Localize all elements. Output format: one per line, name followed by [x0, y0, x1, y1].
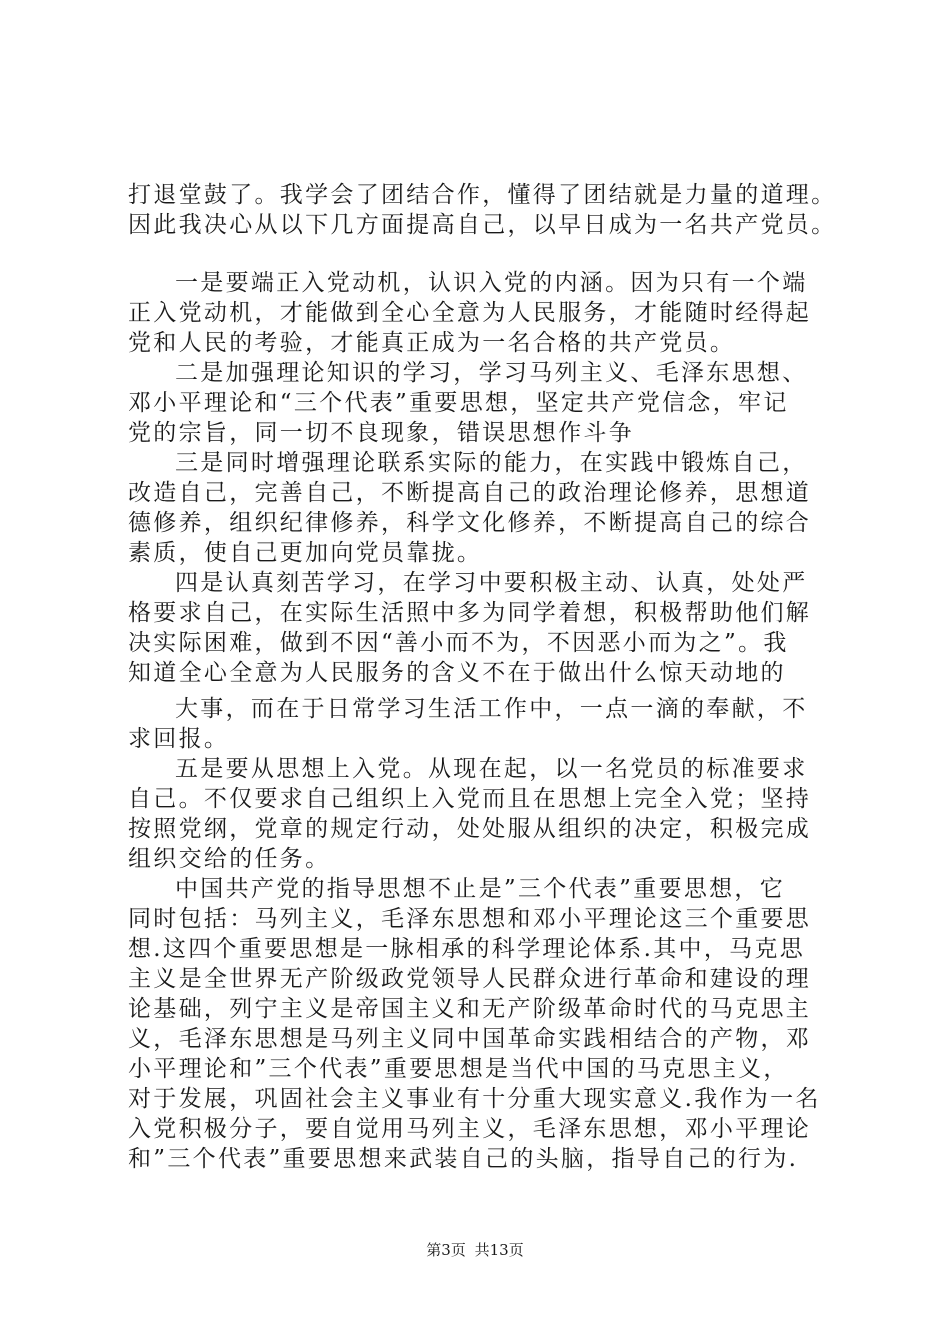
- text-line: 因此我决心从以下几方面提高自己，以早日成为一名共产党员。: [128, 212, 837, 238]
- text-line: 素质，使自己更加向党员靠拢。: [128, 540, 483, 566]
- text-line: 自己。不仅要求自己组织上入党而且在思想上完全入党；坚持: [128, 786, 812, 812]
- page-footer: [0, 1240, 950, 1260]
- text-line: 想.这四个重要思想是一脉相承的科学理论体系.其中，马克思: [128, 936, 806, 962]
- text-line: 知道全心全意为人民服务的含义不在于做出什么惊天动地的: [128, 660, 786, 686]
- page-total: 共13页: [474, 1241, 524, 1259]
- text-line: 三是同时增强理论联系实际的能力，在实践中锻炼自己，: [175, 450, 808, 476]
- text-line: 一是要端正入党动机，认识入党的内涵。因为只有一个端: [175, 270, 808, 296]
- text-line: 组织交给的任务。: [128, 846, 331, 872]
- text-line: 主义是全世界无产阶级政党领导人民群众进行革命和建设的理: [128, 966, 812, 992]
- text-line: 论基础，列宁主义是帝国主义和无产阶级革命时代的马克思主: [128, 996, 812, 1022]
- text-line: 中国共产党的指导思想不止是”三个代表”重要思想，它: [175, 876, 786, 902]
- text-line: 党的宗旨，同一切不良现象，错误思想作斗争: [128, 420, 634, 446]
- text-line: 求回报。: [128, 726, 230, 752]
- text-line: 邓小平理论和“三个代表”重要思想，坚定共产党信念，牢记: [128, 390, 789, 416]
- text-line: 和”三个代表”重要思想来武装自己的头脑，指导自己的行为.: [128, 1146, 799, 1172]
- text-line: 打退堂鼓了。我学会了团结合作，懂得了团结就是力量的道理。: [128, 182, 837, 208]
- text-line: 二是加强理论知识的学习，学习马列主义、毛泽东思想、: [175, 360, 808, 386]
- text-line: 格要求自己，在实际生活照中多为同学着想，积极帮助他们解: [128, 600, 812, 626]
- text-line: 党和人民的考验，才能真正成为一名合格的共产党员。: [128, 330, 736, 356]
- text-line: 大事，而在于日常学习生活工作中，一点一滴的奉献，不: [175, 696, 808, 722]
- text-line: 小平理论和”三个代表”重要思想是当代中国的马克思主义，: [128, 1056, 789, 1082]
- text-line: 按照党纲，党章的规定行动，处处服从组织的决定，积极完成: [128, 816, 812, 842]
- text-line: 德修养，组织纪律修养，科学文化修养，不断提高自己的综合: [128, 510, 812, 536]
- page-number: 第3页: [426, 1241, 466, 1259]
- text-line: 决实际困难，做到不因“善小而不为，不因恶小而为之”。我: [128, 630, 789, 656]
- text-line: 改造自己，完善自己，不断提高自己的政治理论修养，思想道: [128, 480, 812, 506]
- text-line: 正入党动机，才能做到全心全意为人民服务，才能随时经得起: [128, 300, 812, 326]
- text-line: 对于发展，巩固社会主义事业有十分重大现实意义.我作为一名: [128, 1086, 821, 1112]
- text-line: 四是认真刻苦学习，在学习中要积极主动、认真，处处严: [175, 570, 808, 596]
- text-line: 入党积极分子，要自觉用马列主义，毛泽东思想，邓小平理论: [128, 1116, 812, 1142]
- text-line: 义，毛泽东思想是马列主义同中国革命实践相结合的产物，邓: [128, 1026, 812, 1052]
- text-line: 同时包括：马列主义，毛泽东思想和邓小平理论这三个重要思: [128, 906, 812, 932]
- text-line: 五是要从思想上入党。从现在起，以一名党员的标准要求: [175, 756, 808, 782]
